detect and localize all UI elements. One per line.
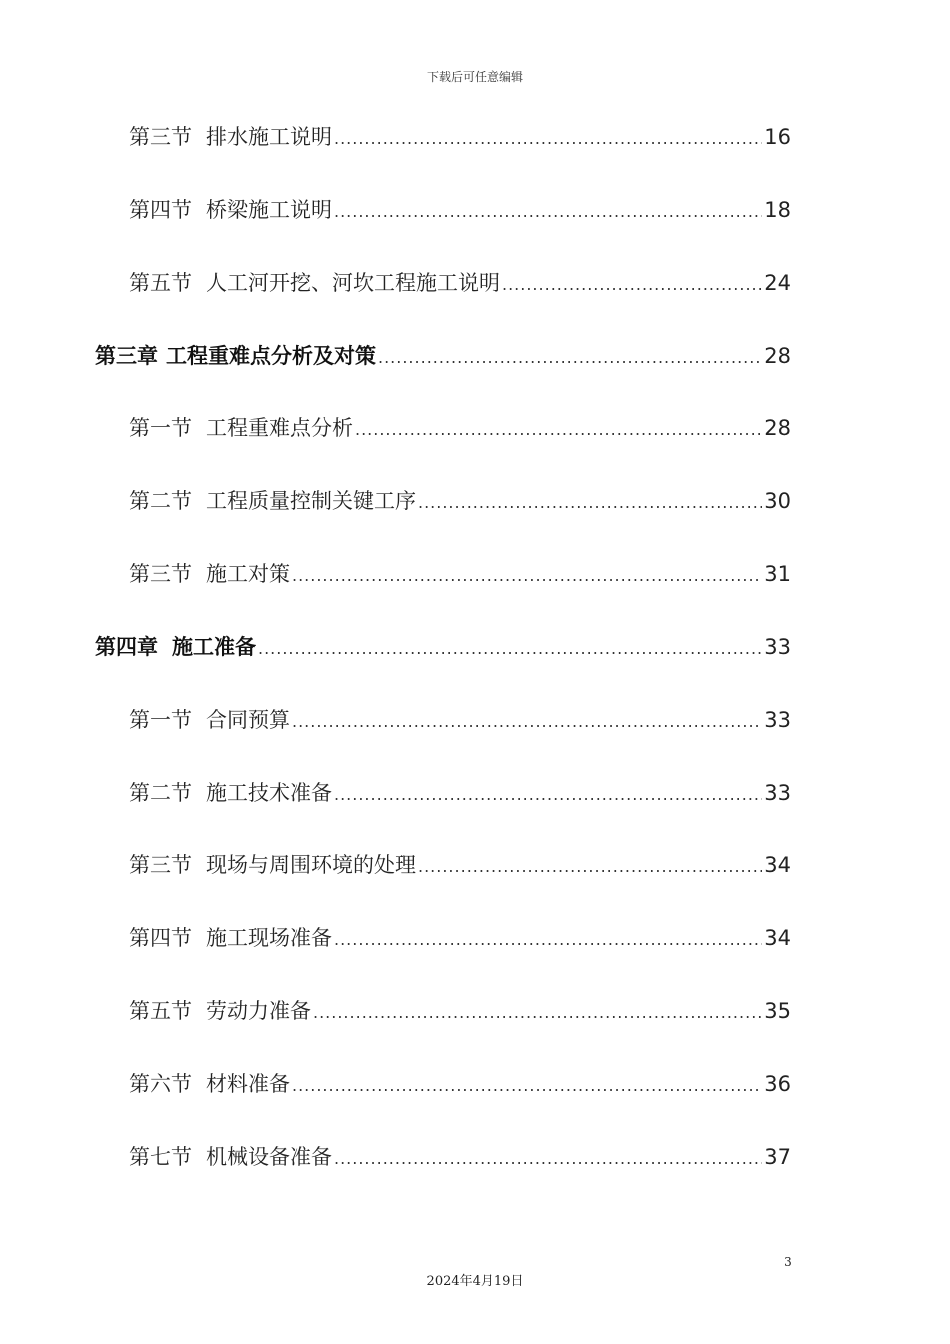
toc-dot-leader [418, 488, 762, 518]
toc-entry[interactable] [129, 996, 791, 1026]
toc-entry-page: 34 [764, 853, 791, 877]
toc-entry[interactable] [129, 850, 791, 880]
toc-entry-number: 第五节 [129, 271, 192, 295]
toc-chapter-title: 工程重难点分析及对策 [166, 344, 376, 368]
toc-entry-title: 工程重难点分析 [206, 416, 353, 440]
toc-entry-number: 第一节 [129, 416, 192, 440]
toc-entry-title: 劳动力准备 [206, 999, 311, 1023]
toc-entry-title: 工程质量控制关键工序 [206, 489, 416, 513]
toc-entry-number: 第二节 [129, 781, 192, 805]
toc-dot-leader [334, 197, 762, 227]
toc-entry-page: 16 [764, 125, 791, 149]
toc-chapter-entry[interactable] [95, 632, 791, 662]
toc-entry-title: 施工技术准备 [206, 781, 332, 805]
toc-entry-page: 33 [764, 781, 791, 805]
toc-dot-leader [378, 343, 762, 373]
toc-dot-leader [418, 852, 762, 882]
toc-entry[interactable] [129, 268, 791, 298]
toc-entry-page: 24 [764, 271, 791, 295]
toc-entry-number: 第三节 [129, 125, 192, 149]
toc-entry[interactable] [129, 559, 791, 589]
toc-dot-leader [334, 124, 762, 154]
toc-entry-page: 33 [764, 708, 791, 732]
toc-entry[interactable] [129, 1069, 791, 1099]
toc-entry-page: 37 [764, 1145, 791, 1169]
toc-chapter-number: 第三章 [95, 344, 158, 368]
toc-entry-number: 第四节 [129, 926, 192, 950]
toc-entry-number: 第三节 [129, 853, 192, 877]
toc-dot-leader [355, 415, 762, 445]
toc-dot-leader [313, 998, 762, 1028]
toc-chapter-title: 施工准备 [172, 635, 256, 659]
header-note: 下载后可任意编辑 [426, 70, 523, 84]
toc-entry-number: 第六节 [129, 1072, 192, 1096]
toc-entry-title: 排水施工说明 [206, 125, 332, 149]
toc-entry-title: 桥梁施工说明 [206, 198, 332, 222]
toc-dot-leader [334, 1144, 762, 1174]
toc-entry[interactable] [129, 923, 791, 953]
toc-chapter-page: 28 [764, 344, 791, 368]
toc-entry[interactable] [129, 413, 791, 443]
toc-dot-leader [292, 1071, 762, 1101]
toc-entry-title: 现场与周围环境的处理 [206, 853, 416, 877]
toc-chapter-number: 第四章 [95, 635, 158, 659]
toc-entry-page: 28 [764, 416, 791, 440]
toc-entry-number: 第四节 [129, 198, 192, 222]
toc-entry-title: 合同预算 [206, 708, 290, 732]
toc-entry-page: 36 [764, 1072, 791, 1096]
toc-entry-page: 35 [764, 999, 791, 1023]
toc-entry[interactable] [129, 486, 791, 516]
footer-date: 2024年4月19日 [426, 1274, 524, 1289]
toc-entry-page: 31 [764, 562, 791, 586]
toc-entry-number: 第三节 [129, 562, 192, 586]
toc-dot-leader [258, 634, 762, 664]
toc-dot-leader [334, 925, 762, 955]
toc-chapter-entry[interactable] [95, 341, 791, 371]
page-number: 3 [784, 1255, 792, 1269]
toc-entry-number: 第五节 [129, 999, 192, 1023]
toc-dot-leader [334, 780, 762, 810]
toc-chapter-page: 33 [764, 635, 791, 659]
toc-dot-leader [292, 707, 762, 737]
toc-entry-page: 30 [764, 489, 791, 513]
toc-entry-number: 第七节 [129, 1145, 192, 1169]
toc-entry-title: 人工河开挖、河坎工程施工说明 [206, 271, 500, 295]
toc-entry-page: 34 [764, 926, 791, 950]
toc-dot-leader [502, 270, 762, 300]
toc-entry[interactable] [129, 122, 791, 152]
toc-entry-title: 材料准备 [206, 1072, 290, 1096]
toc-entry-title: 施工现场准备 [206, 926, 332, 950]
toc-entry[interactable] [129, 1142, 791, 1172]
toc-entry-title: 施工对策 [206, 562, 290, 586]
toc-entry-page: 18 [764, 198, 791, 222]
toc-entry-number: 第二节 [129, 489, 192, 513]
toc-entry[interactable] [129, 778, 791, 808]
toc-entry-number: 第一节 [129, 708, 192, 732]
toc-dot-leader [292, 561, 762, 591]
toc-entry[interactable] [129, 195, 791, 225]
toc-entry[interactable] [129, 705, 791, 735]
toc-entry-title: 机械设备准备 [206, 1145, 332, 1169]
